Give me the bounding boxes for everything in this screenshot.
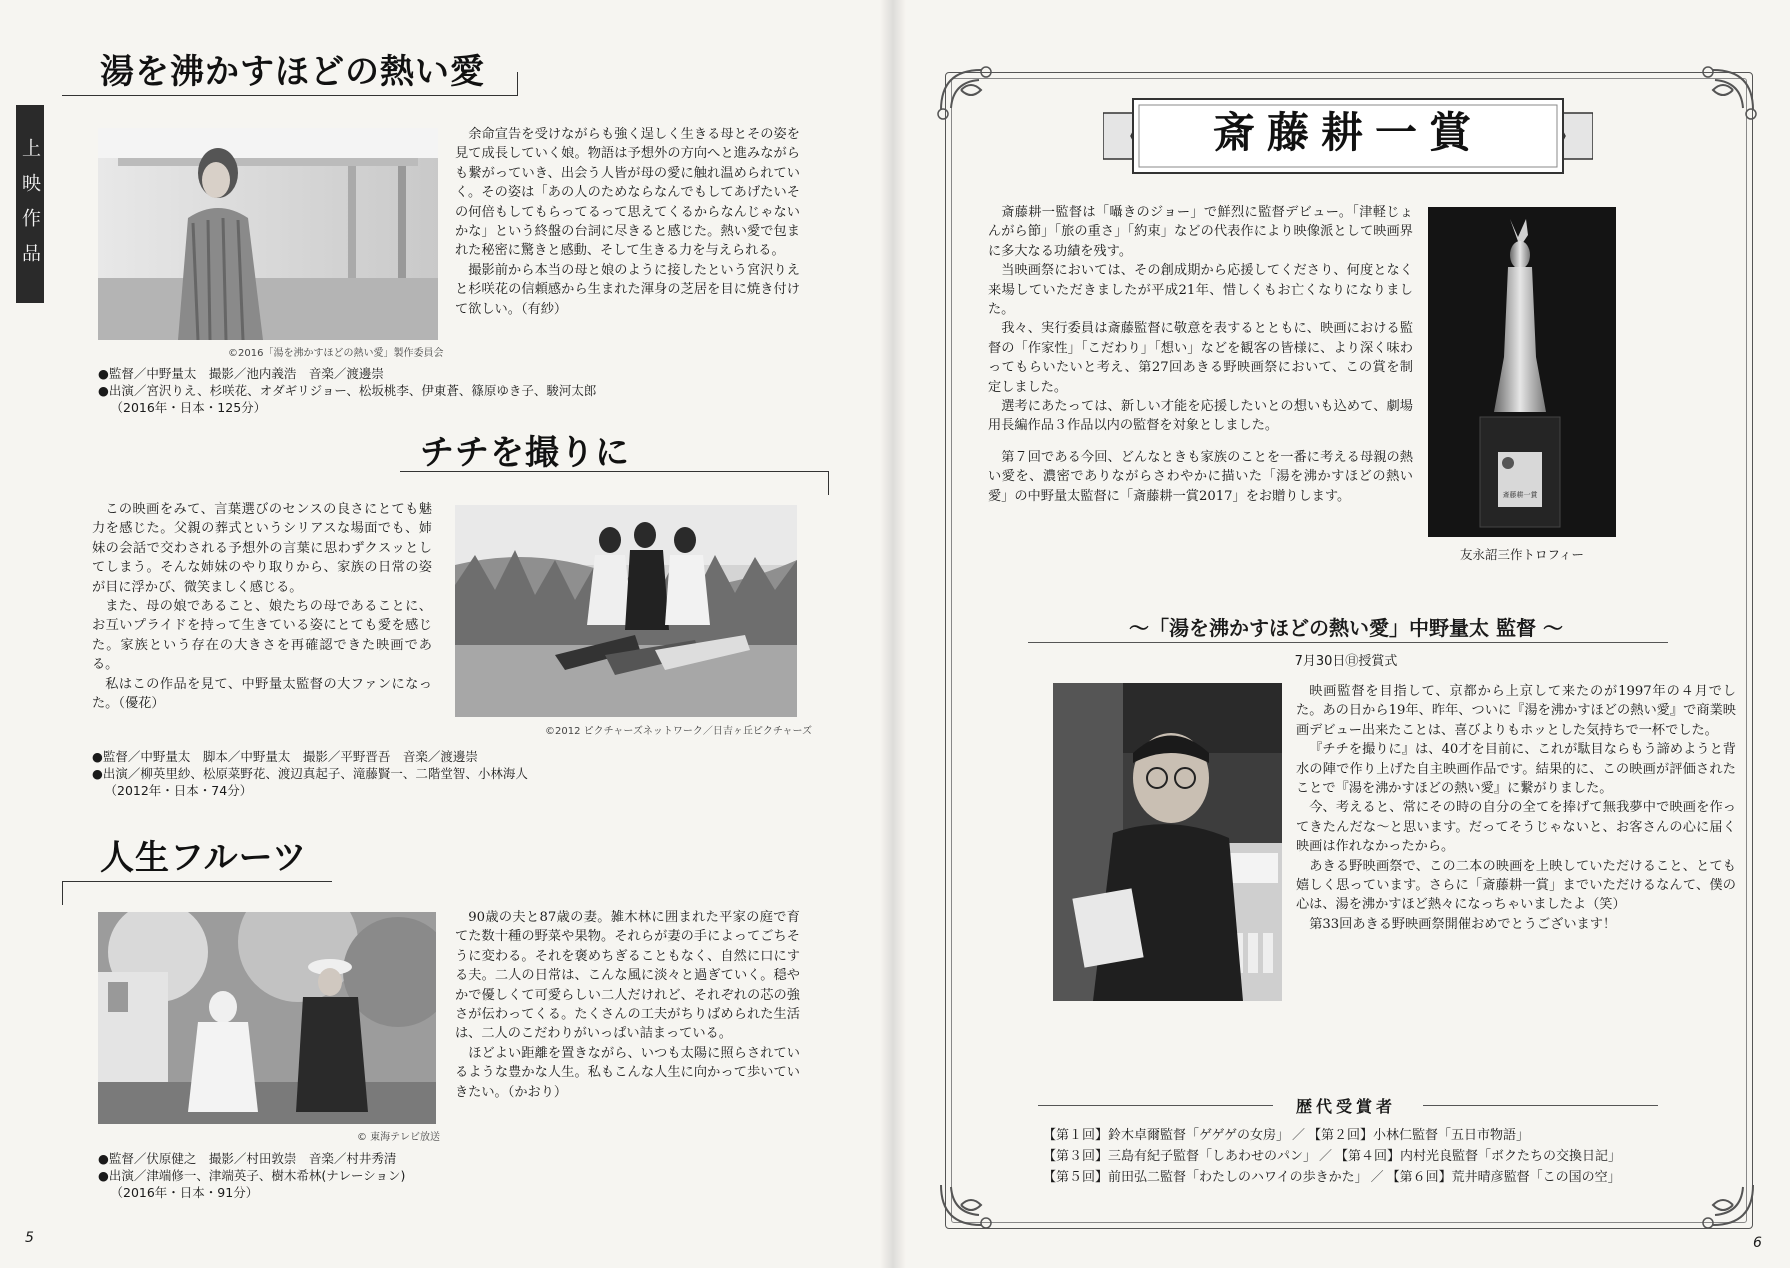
corner-ornament-icon [931,1175,1001,1235]
history-heading: 歴代受賞者 [1295,1097,1396,1116]
history-entry: 【第１回】鈴木卓爾監督「ゲゲゲの女房」 [1043,1128,1289,1143]
winner-paragraph: 映画監督を目指して、京都から上京して来たのが1997年の４月でした。あの日から19年、昨年、ついに『湯を沸かすほどの熱い愛』で商業映画デビュー出来たことは、喜びよりもホッとした気持ちで一杯でした。 [1296,684,1736,738]
winner-message [1296,682,1736,934]
film-review-3 [455,908,800,1102]
history-entry: 【第６回】荒井晴彦監督「この国の空」 [1386,1170,1621,1185]
history-entry: 【第５回】前田弘二監督「わたしのハワイの歩きかた」 [1043,1170,1368,1185]
history-entry: 【第４回】内村光良監督「ボクたちの交換日記」 [1335,1149,1622,1164]
page-number-left: 5 [25,1230,34,1246]
photo-caption-3: © 東海テレビ放送 [357,1132,440,1143]
review-paragraph: この映画をみて、言葉選びのセンスの良さにとても魅力を感じた。父親の葬式というシリアスな場面でも、姉妹の会話で交わされる予想外の言葉に思わずクスッとしてしまう。そんな姉妹のやり取りから、家族の日常の姿が目に浮かび、微笑ましく感じる。 [92,502,432,595]
film-year-info: （2012年・日本・74分） [104,783,253,798]
film-credits-1 [98,365,596,416]
winner-paragraph: 第33回あきる野映画祭開催おめでとうございます！ [1309,916,1617,932]
award-title: 斎藤耕一賞 [1212,108,1483,157]
review-paragraph: また、母の娘であること、娘たちの母であることに、お互いプライドを持って生きている姿にとても愛を感じた。家族という存在の大きさを再確認できた映画である。 [92,599,432,673]
winner-paragraph: 『チチを撮りに』は、40才を目前に、これが駄目ならもう諦めようと背水の陣で作り上げた自主映画作品です。結果的に、この映画が評価されたことで『湯を沸かすほどの熱い愛』に繋がりました。 [1296,742,1736,797]
credit-line: ●出演／津端修一、津端英子、樹木希林(ナレーション) [98,1168,406,1183]
intro-paragraph: 我々、実行委員は斎藤監督に敬意を表するとともに、映画における監督の「作家性」「こだわり」「想い」などを観客の皆様に、より深く味わってもらいたいと考え、第27回あきる野映画祭において、この賞を制定しました。 [988,321,1413,395]
film-title-2: チチを撮りに [420,433,630,473]
trophy-icon [1428,207,1616,537]
winner-paragraph: 今、考えると、常にその時の自分の全てを捧げて無我夢中で映画を作ってきたんだな～と思います。だってそうじゃないと、お客さんの心に届く映画は作れなかったから。 [1296,800,1736,855]
corner-ornament-icon [931,60,1001,120]
film-credits-3 [98,1150,405,1201]
review-paragraph: 撮影前から本当の母と娘のように接したという宮沢りえと杉咲花の信頼感から生まれた渾身の芝居を目に焼き付けて欲しい。（有紗） [455,262,800,317]
history-separator: ／ [1291,1128,1305,1143]
intro-paragraph: 第７回である今回、どんなときも家族のことを一番に考える母親の熱い愛を、濃密でありながらさわやかに描いた「湯を沸かすほどの熱い愛」の中野量太監督に「斎藤耕一賞2017」をお贈りします。 [988,449,1413,504]
intro-paragraph: 当映画祭においては、その創成期から応援してくださり、何度となく来場していただきましたが平成21年、惜しくもお亡くなりになりました。 [988,263,1413,318]
director-photo [1053,683,1282,1001]
film-photo-1 [98,128,438,340]
review-paragraph: ほどよい距離を置きながら、いつも太陽に照らされているような豊かな人生。私もこんな人生に向かって歩いていきたい。（かおり） [455,1045,800,1100]
film-title-3: 人生フルーツ [100,838,308,878]
film-review-1 [455,125,800,319]
history-entry: 【第３回】三島有紀子監督「しあわせのパン」 [1043,1149,1317,1164]
film-photo-2 [455,505,797,717]
ceremony-date: 7月30日㊐授賞式 [1294,654,1398,669]
history-list [1043,1125,1733,1188]
history-entry: 【第２回】小林仁監督「五日市物語」 [1307,1128,1529,1143]
winner-heading: ～「湯を沸かすほどの熱い愛」中野量太 監督 ～ [1129,616,1563,640]
credit-line: ●監督／中野量太 脚本／中野量太 撮影／平野晋吾 音楽／渡邊崇 [92,749,478,764]
title-rule-1-tick [517,72,518,96]
review-paragraph: 余命宣告を受けながらも強く逞しく生きる母とその姿を見て成長していく娘。物語は予想外の方向へと進みながらも繋がっていき、出会う人皆が母の愛に触れ温められていく。その姿は「あの人のためならなんでもしてあげたいその何倍もしてもらってるって思えてくるからなんじゃないかな」という終盤の台詞に尽きると感じた。熱い愛で包まれた秘密に驚きと感動、そして生きる力を与えられる。 [455,127,800,259]
trophy-plate-text: 斎藤耕一賞 [1502,491,1538,499]
book-gutter [880,0,906,1268]
film-year-info: （2016年・日本・125分） [110,400,267,415]
title-rule-2 [400,471,828,472]
history-separator: ／ [1319,1149,1333,1164]
page-number-right: 6 [1753,1235,1762,1251]
history-row [1043,1146,1733,1167]
film-credits-2 [92,748,528,799]
film-title-1: 湯を沸かすほどの熱い愛 [100,52,485,92]
intro-paragraph: 斎藤耕一監督は「囁きのジョー」で鮮烈に監督デビュー。「津軽じょんがら節」「旅の重さ」「約束」などの代表作により映像派として映画界に多大なる功績を残す。 [988,205,1413,259]
photo-caption-1: ©2016「湯を沸かすほどの熱い愛」製作委員会 [228,348,444,359]
film-year-info: （2016年・日本・91分） [110,1185,259,1200]
credit-line: ●監督／中野量太 撮影／池内義浩 音楽／渡邊崇 [98,366,384,381]
credit-line: ●出演／柳英里紗、松原菜野花、渡辺真起子、滝藤賢一、二階堂智、小林海人 [92,766,528,781]
history-separator: ／ [1370,1170,1384,1185]
history-row [1043,1167,1733,1188]
left-page [0,0,893,1268]
right-page [893,0,1790,1268]
credit-line: ●監督／伏原健之 撮影／村田敦崇 音楽／村井秀清 [98,1151,397,1166]
intro-paragraph: 選考にあたっては、新しい才能を応援したいとの想いも込めて、劇場用長編作品３作品以内の監督を対象としました。 [988,399,1413,434]
trophy-caption: 友永詔三作トロフィー [1459,547,1584,562]
credit-line: ●出演／宮沢りえ、杉咲花、オダギリジョー、松坂桃李、伊東蒼、篠原ゆき子、駿河太郎 [98,383,597,398]
winner-rule [1028,642,1668,643]
title-rule-3-tick [62,881,63,905]
photo-caption-2: ©2012 ピクチャーズネットワーク／日吉ヶ丘ピクチャーズ [545,726,813,737]
corner-ornament-icon [1693,60,1763,120]
film-review-2 [92,500,432,713]
history-row [1043,1125,1733,1146]
section-label: 上映作品 [16,105,44,303]
title-rule-3 [62,881,332,882]
award-intro [988,203,1413,506]
winner-paragraph: あきる野映画祭で、この二本の映画を上映していただけること、とても嬉しく思っています。さらに「斎藤耕一賞」までいただけるなんて、僕の心は、湯を沸かすほど熱々になっちゃいましたよ（笑） [1296,858,1736,913]
title-rule-2-tick [828,471,829,495]
film-photo-3 [98,912,436,1124]
review-paragraph: 私はこの作品を見て、中野量太監督の大ファンになった。（優花） [92,676,432,712]
review-paragraph: 90歳の夫と87歳の妻。雑木林に囲まれた平家の庭で育てた数十種の野菜や果物。それらが妻の手によってごちそうに変わる。それを褒めちぎることもなく、自然に口にする夫。二人の日常は、こんな風に淡々と過ぎていく。穏やかで優しくて可愛らしい二人だけれど、それぞれの芯の強さが伝わってくる。たくさんの工夫がちりばめられた生活は、二人のこだわりがいっぱい詰まっている。 [455,910,800,1042]
trophy-photo [1428,207,1616,537]
title-rule-1 [62,95,517,96]
